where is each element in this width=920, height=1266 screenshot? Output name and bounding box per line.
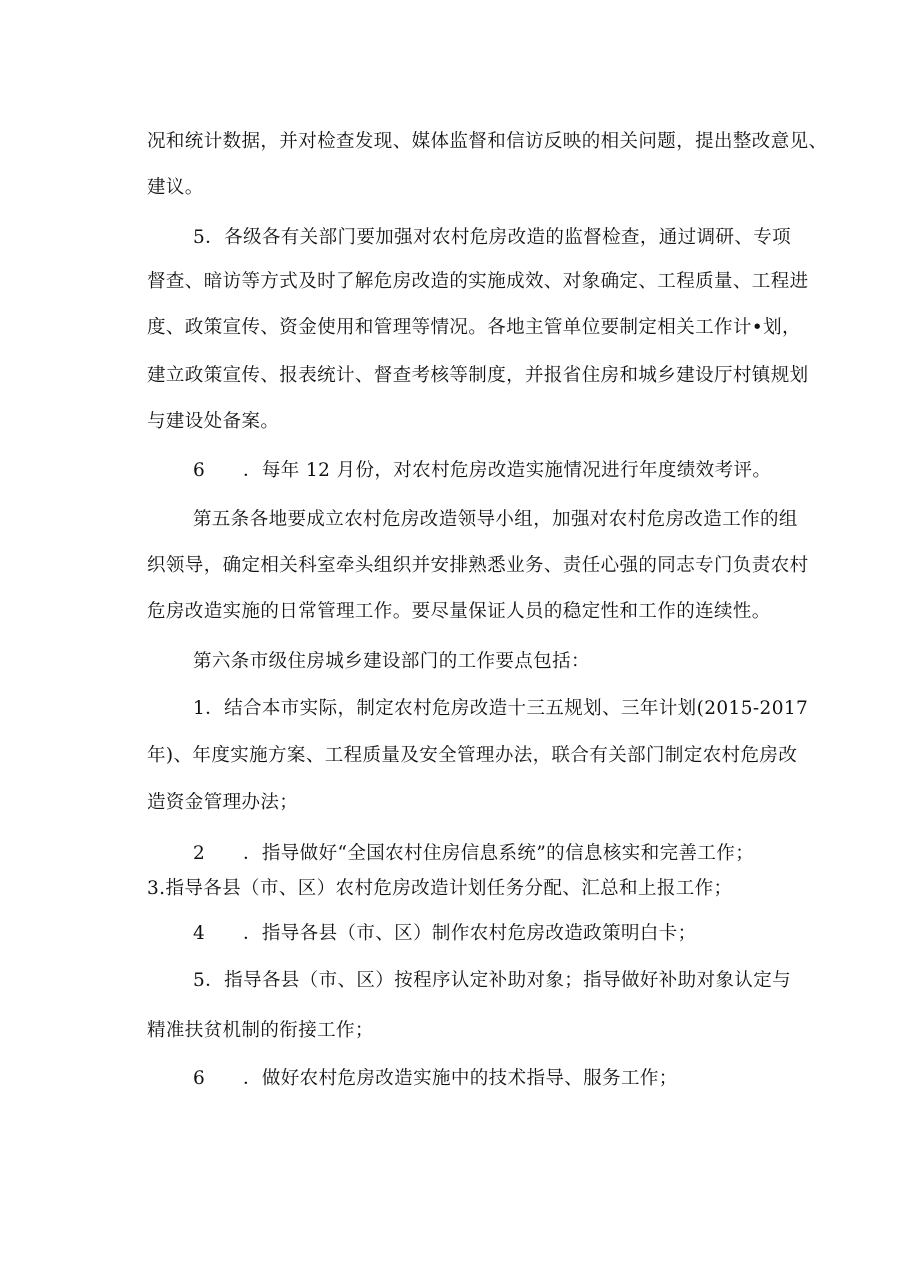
- text-line: 建议。: [147, 177, 204, 198]
- text-line: 1．结合本市实际，制定农村危房改造十三五规划、三年计划(2015-2017: [193, 698, 809, 719]
- text-line: 6 ．每年 12 月份，对农村危房改造实施情况进行年度绩效考评。: [193, 460, 772, 481]
- text-line: 况和统计数据，并对检查发现、媒体监督和信访反映的相关问题，提出整改意见、: [147, 131, 828, 152]
- text-line: 3.指导各县（市、区）农村危房改造计划任务分配、汇总和上报工作；: [147, 878, 733, 899]
- text-line: 织领导，确定相关科室牵头组织并安排熟悉业务、责任心强的同志专门负责农村: [147, 555, 809, 576]
- text-line: 与建设处备案。: [147, 411, 280, 432]
- text-line: 督查、暗访等方式及时了解危房改造的实施成效、对象确定、工程质量、工程进: [147, 271, 809, 292]
- text-line: 4 ．指导各县（市、区）制作农村危房改造政策明白卡；: [193, 923, 697, 944]
- text-line: 年)、年度实施方案、工程质量及安全管理办法，联合有关部门制定农村危房改: [147, 745, 798, 766]
- text-line: 建立政策宣传、报表统计、督查考核等制度，并报省住房和城乡建设厅村镇规划: [147, 365, 809, 386]
- text-line: 2 ．指导做好“全国农村住房信息系统”的信息核实和完善工作；: [193, 843, 755, 864]
- text-line: 度、政策宣传、资金使用和管理等情况。各地主管单位要制定相关工作计•划，: [147, 317, 801, 338]
- text-line: 第五条各地要成立农村危房改造领导小组，加强对农村危房改造工作的组: [193, 509, 798, 530]
- text-line: 5．指导各县（市、区）按程序认定补助对象；指导做好补助对象认定与: [193, 970, 792, 991]
- text-line: 造资金管理办法；: [147, 792, 299, 813]
- text-line: 危房改造实施的日常管理工作。要尽量保证人员的稳定性和工作的连续性。: [147, 601, 771, 622]
- text-line: 5．各级各有关部门要加强对农村危房改造的监督检查，通过调研、专项: [193, 227, 792, 248]
- text-line: 精准扶贫机制的衔接工作；: [147, 1020, 374, 1041]
- text-line: 6 ．做好农村危房改造实施中的技术指导、服务工作；: [193, 1068, 678, 1089]
- text-line: 第六条市级住房城乡建设部门的工作要点包括：: [193, 651, 590, 672]
